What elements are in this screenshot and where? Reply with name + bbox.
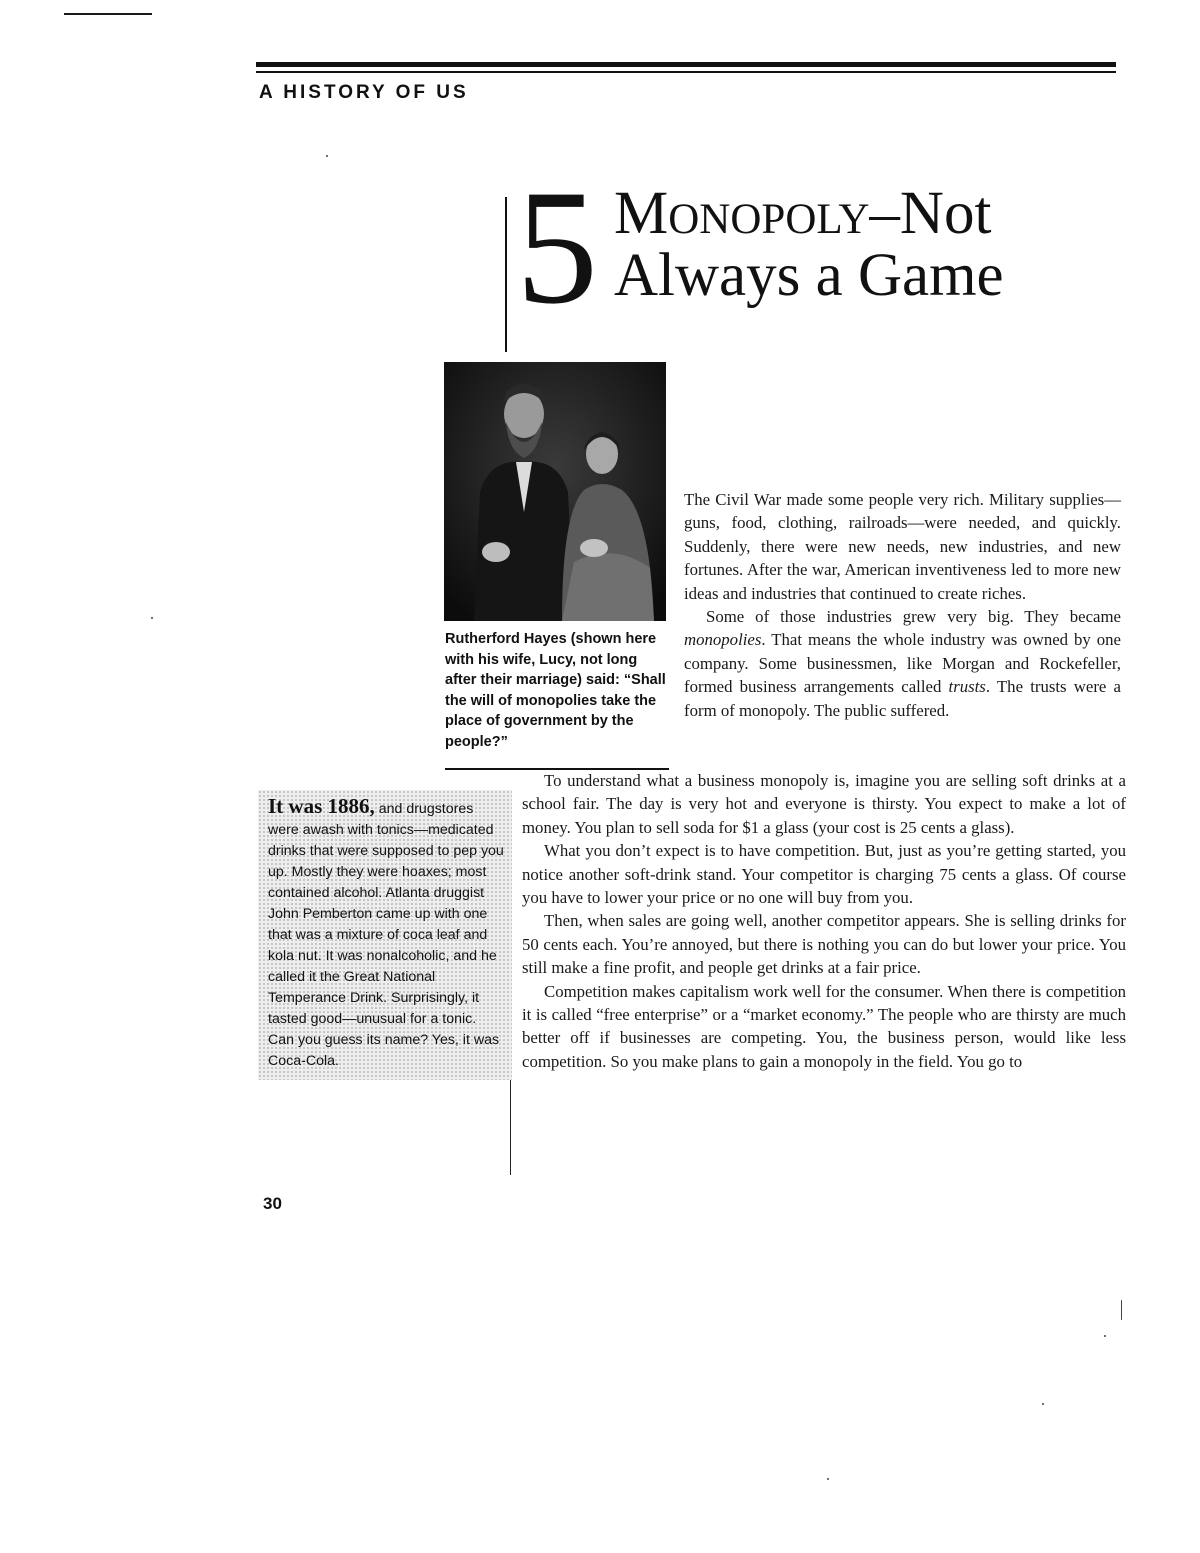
scan-speck xyxy=(1121,1300,1122,1320)
intro-column xyxy=(684,488,1121,722)
scan-speck xyxy=(1042,1403,1044,1405)
sidebar-text: and drugstores were awash with tonics—medicated drinks that were supposed to pep you up. Mostly they were hoaxes; most contained alcohol. Atlanta druggist John Pemberton came up with one that was a mixture of coca leaf and kola nut. It was nonalcoholic, and he called it the Great National Temperance Drink. Surprisingly, it tasted good—unusual for a tonic. Can you guess its name? Yes, it was Coca-Cola. xyxy=(268,801,504,1069)
chapter-title-line2: Always a Game xyxy=(614,242,1004,309)
paragraph-free-enterprise: Competition makes capitalism work well for the consumer. When there is competition it is called “free enterprise” or a “market economy.” The people who are thirsty are much better off if businesses are competing. You, the business person, would like less competition. So you make plans to gain a monopoly in the field. You go to xyxy=(522,981,1126,1071)
hayes-couple-photo xyxy=(444,362,666,621)
sidebar-lead: It was 1886, xyxy=(268,794,375,818)
paragraph-monopolies-start: Some of those industries grew very big. They became xyxy=(706,607,1121,627)
term-monopolies: monopolies xyxy=(684,630,762,650)
chapter-title xyxy=(614,180,1004,309)
running-header: A HISTORY OF US xyxy=(259,82,469,103)
chapter-title-smallcaps: Monopoly xyxy=(614,180,870,247)
scan-speck xyxy=(151,617,153,619)
header-rule-thick xyxy=(256,62,1116,67)
paragraph-competition: What you don’t expect is to have competition. But, just as you’re getting started, you notice another soft-drink stand. Your competitor is charging 75 cents a glass. Of course you have to lower your price or no one will buy from you. xyxy=(522,841,1126,908)
paragraph-monopolies-middle: . That means the whole industry was owned by one company. Some businessmen, like Morgan and Rockefeller, formed business arrangements called xyxy=(684,630,1121,697)
scan-speck xyxy=(1104,1335,1106,1337)
chapter-title-dash: –Not xyxy=(869,180,992,247)
coca-cola-sidebar xyxy=(258,790,512,1080)
paragraph-school-fair: To understand what a business monopoly is, imagine you are selling soft drinks at a school fair. The day is very hot and everyone is thirsty. You expect to make a lot of money. You plan to sell soda for $1 a glass (your cost is 25 cents a glass). xyxy=(522,771,1126,837)
header-rule-thin xyxy=(256,71,1116,73)
chapter-title-line1 xyxy=(614,180,1004,247)
paragraph-monopolies-end: . The trusts were a form of monopoly. The public suffered. xyxy=(684,677,1121,720)
page-number: 30 xyxy=(263,1194,282,1213)
scan-mark-top-left xyxy=(64,13,152,15)
scan-speck xyxy=(326,155,328,157)
paragraph-civil-war: The Civil War made some people very rich. Military supplies—guns, food, clothing, railroads—were needed, and quickly. Suddenly, there were new needs, new industries, and new fortunes. After the war, American inventiveness led to more new ideas and industries that continued to create riches. xyxy=(684,490,1121,603)
chapter-rule xyxy=(505,197,507,352)
main-column xyxy=(522,769,1126,1073)
term-trusts: trusts xyxy=(948,677,986,697)
paragraph-second-competitor: Then, when sales are going well, another competitor appears. She is selling drinks for 50 cents each. You’re annoyed, but there is nothing you can do but lower your price. You still make a fine profit, and people get drinks at a fair price. xyxy=(522,911,1126,978)
chapter-number: 5 xyxy=(516,157,598,338)
hayes-couple-illustration xyxy=(444,362,666,621)
photo-caption: Rutherford Hayes (shown here with his wife, Lucy, not long after their marriage) said: “Shall the will of monopolies take the place of government by the people?” xyxy=(445,631,666,750)
paragraph-monopolies xyxy=(684,605,1121,722)
scan-speck xyxy=(827,1478,829,1480)
